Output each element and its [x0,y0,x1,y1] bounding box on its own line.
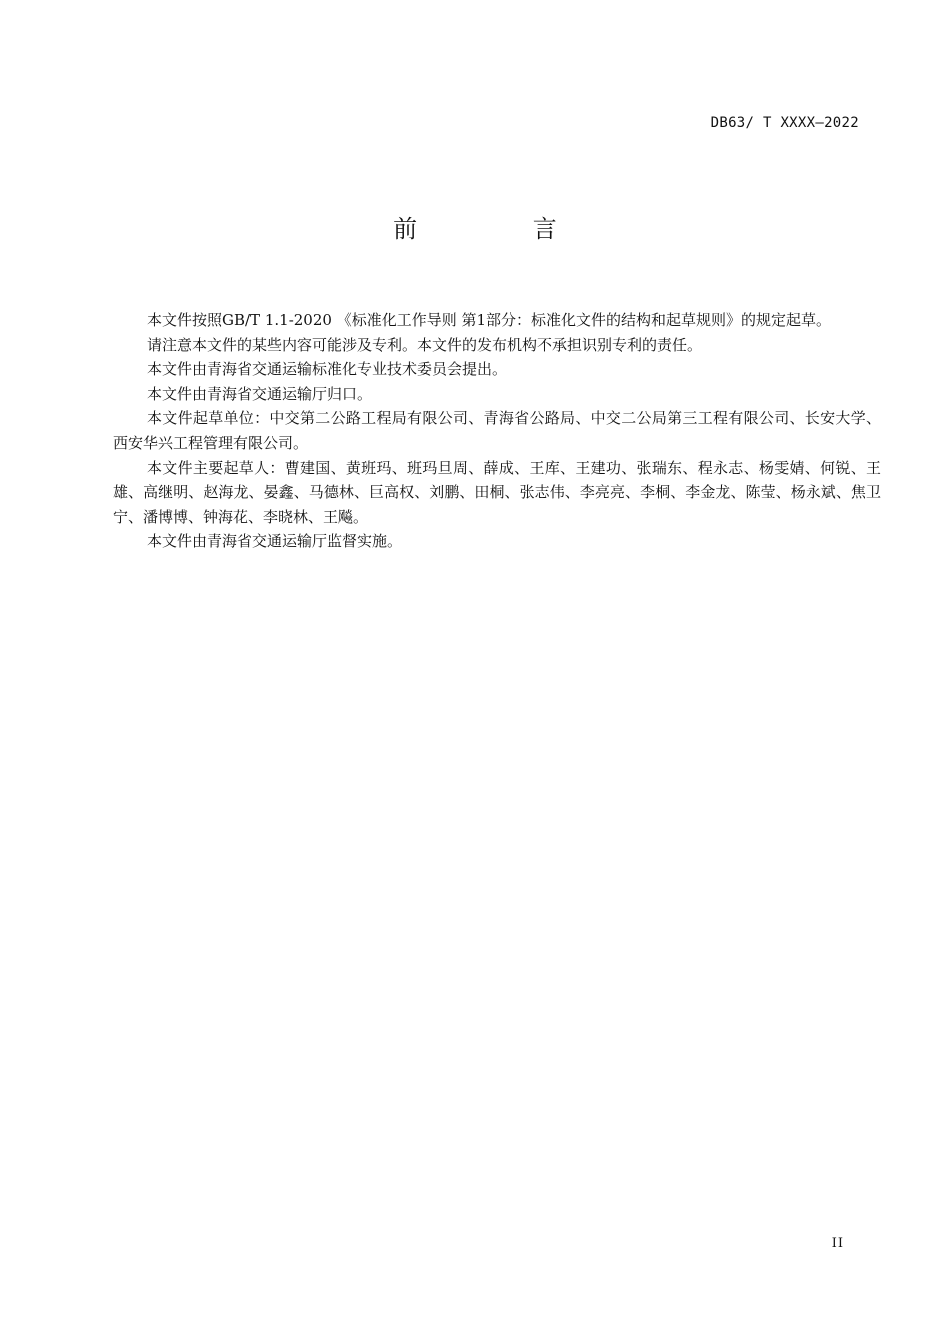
paragraph-administered-by: 本文件由青海省交通运输厅归口。 [147,384,373,403]
document-code: DB63/ T XXXX—2022 [710,115,859,131]
preface-body [113,308,881,554]
paragraph-supervised-by: 本文件由青海省交通运输厅监督实施。 [147,532,403,551]
paragraph-drafters: 本文件主要起草人：曹建国、黄班玛、班玛旦周、薛成、王库、王建功、张瑞东、程永志、杨雯婧、何锐、王雄、高继明、赵海龙、晏鑫、马德林、巨高权、刘鹏、田桐、张志伟、李亮亮、李桐、李金龙、陈莹、杨永斌、焦卫宁、潘博博、钟海花、李晓林、王飚。 [113,458,881,526]
paragraph-drafting-rules: 本文件按照GB/T 1.1-2020 《标准化工作导则 第1部分：标准化文件的结构和起草规则》的规定起草。 [147,311,832,329]
paragraph-drafting-units: 本文件起草单位：中交第二公路工程局有限公司、青海省公路局、中交二公局第三工程有限公司、长安大学、西安华兴工程管理有限公司。 [113,409,881,452]
paragraph-proposed-by: 本文件由青海省交通运输标准化专业技术委员会提出。 [147,360,508,379]
page-title: 前 言 [393,215,611,243]
paragraph-patent-notice: 请注意本文件的某些内容可能涉及专利。本文件的发布机构不承担识别专利的责任。 [147,335,703,354]
page-number: II [831,1236,844,1251]
